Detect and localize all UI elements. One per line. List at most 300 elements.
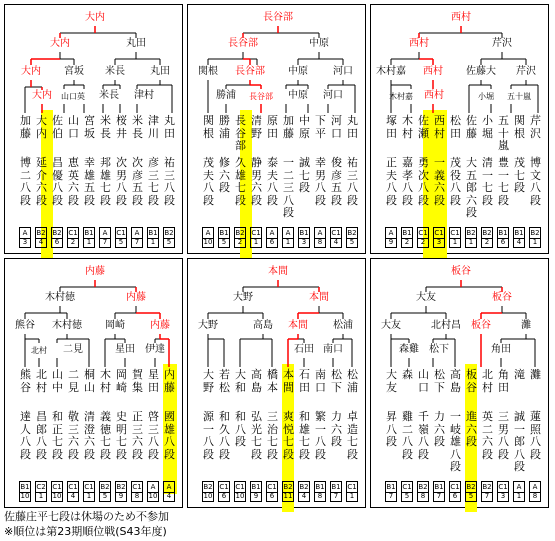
rank-cell: 2 (67, 237, 79, 248)
bracket-panel-p3 (370, 4, 549, 254)
player-column (148, 369, 159, 461)
player-given-rank: 蓮 照 八 段 (530, 410, 541, 461)
player-column (219, 369, 230, 461)
player-column (84, 115, 95, 207)
player-name: 大 友 (386, 368, 397, 394)
player-given-rank: 和 久 八 段 (219, 410, 230, 461)
class-cell: A (266, 227, 278, 239)
rank-cell: 6 (266, 237, 278, 248)
rank-cell: 1 (83, 237, 95, 248)
bracket-label: 中原 (288, 66, 308, 77)
class-cell: A (314, 227, 326, 239)
class-cell: C1 (434, 229, 444, 237)
bracket-label: 河口 (323, 90, 343, 101)
rank-cell: 5 (99, 491, 111, 502)
rank-cell: 10 (52, 492, 62, 500)
rank-cell: 2 (401, 237, 413, 248)
player-given-rank: 義 徳 七 段 (100, 410, 111, 461)
player-name: 米 長 (132, 114, 143, 140)
player-name: 下 平 (315, 114, 326, 140)
rank-cell: 10 (203, 238, 213, 246)
rank-cell: 5 (163, 237, 175, 248)
class-cell: A (385, 227, 397, 239)
player-name: 高 島 (251, 368, 262, 394)
bracket-panel-p1 (4, 4, 183, 254)
rank-cell: 10 (148, 492, 158, 500)
player-column (434, 369, 445, 449)
class-cell: C1 (267, 483, 277, 491)
player-given-rank: 力 六 段 (331, 410, 342, 448)
bracket-label: 長谷部 (249, 92, 273, 101)
class-cell: B2 (482, 229, 492, 237)
player-column (148, 115, 159, 207)
player-column (482, 115, 493, 207)
rank-cell: 1 (282, 237, 294, 248)
rank-cell: 10 (203, 492, 213, 500)
player-column (68, 115, 79, 207)
rank-cell: 8 (314, 237, 326, 248)
rank-cell: 5 (465, 491, 477, 502)
player-name: 高 島 (450, 368, 461, 394)
player-name: 佐 瀬 (418, 114, 429, 140)
rank-cell: 2 (481, 237, 493, 248)
class-cell: B1 (331, 483, 341, 491)
player-name: 桐 山 (84, 368, 95, 394)
bracket-label: 勝浦 (216, 90, 236, 101)
player-name: 山 口 (418, 368, 429, 394)
player-name: 滝 (514, 368, 525, 381)
class-cell: C1 (84, 483, 94, 491)
player-column (52, 115, 63, 207)
rank-cell: 1 (346, 491, 358, 502)
player-column (514, 115, 525, 195)
class-cell: C1 (347, 483, 357, 491)
player-name: 松 下 (331, 368, 342, 394)
bracket-label: 丸田 (126, 38, 146, 49)
class-cell: C2 (36, 483, 46, 491)
player-column (235, 369, 246, 449)
bracket-label: 米長 (99, 90, 119, 101)
rank-cell: 4 (163, 491, 175, 502)
rank-cell: 10 (20, 492, 30, 500)
class-cell: C1 (450, 229, 460, 237)
rank-cell: 4 (35, 237, 47, 248)
bracket-label: 津村 (134, 90, 154, 101)
class-cell: B2 (235, 229, 245, 237)
player-given-rank: 祐 三 八 段 (164, 156, 175, 207)
class-cell: C1 (116, 229, 126, 237)
player-column (164, 115, 175, 207)
player-column (315, 369, 326, 461)
player-name: 米 長 (100, 114, 111, 140)
player-given-rank: 豊 一 七 段 (498, 156, 509, 207)
player-given-rank: 延 介 六 段 (36, 156, 47, 207)
bracket-label: 大野 (198, 320, 218, 331)
bracket-label: 熊谷 (15, 320, 35, 331)
bracket-label: 長谷部 (263, 12, 293, 23)
player-given-rank: 千 嶺 八 段 (418, 410, 429, 461)
player-given-rank: 誠 七 段 (299, 156, 310, 194)
bracket-label: 小堀 (478, 92, 494, 101)
player-column (434, 115, 445, 207)
bracket-label: 長谷部 (235, 66, 265, 77)
bracket-label: 木村嘉 (389, 92, 413, 101)
bracket-label: 二見 (63, 344, 83, 355)
player-name: 加 藤 (283, 114, 294, 140)
bracket-label: 丸田 (150, 66, 170, 77)
class-cell: C1 (132, 483, 142, 491)
player-name: 木 村 (100, 368, 111, 394)
rank-cell: 9 (115, 491, 127, 502)
player-name: 丸 田 (164, 114, 175, 140)
player-column (514, 369, 525, 474)
bracket-label: 本間 (309, 292, 329, 303)
player-name: 山 口 (68, 114, 79, 140)
player-name: 木 村 (402, 114, 413, 140)
player-given-rank: 恵 英 六 段 (68, 156, 79, 207)
player-column (299, 369, 310, 461)
player-column (36, 369, 47, 461)
player-name: 勝 浦 (219, 114, 230, 140)
player-name: 関 根 (514, 114, 525, 140)
bracket-label: 西村 (451, 12, 471, 23)
player-column (347, 115, 358, 207)
rank-cell: 7 (481, 491, 493, 502)
player-given-rank: 雞 二 八 段 (402, 410, 413, 461)
player-column (347, 369, 358, 461)
player-column (251, 369, 262, 461)
player-given-rank: 進 六 段 (466, 410, 477, 448)
rank-cell: 1 (513, 491, 525, 502)
player-column (36, 115, 47, 207)
rank-cell: 7 (385, 491, 397, 502)
class-cell: A (19, 227, 31, 239)
player-name: 佐 伯 (52, 114, 63, 140)
class-cell: B1 (299, 229, 309, 237)
player-name: 加 藤 (20, 114, 31, 140)
rank-cell: 5 (218, 237, 230, 248)
bracket-label: 西村 (424, 90, 444, 101)
class-cell: B1 (315, 483, 325, 491)
player-given-rank: 國 雄 八 段 (164, 410, 175, 461)
bracket-label: 伊達 (145, 344, 165, 355)
class-cell: B1 (251, 483, 261, 491)
player-column (530, 369, 541, 461)
player-given-rank: 博 文 八 段 (530, 156, 541, 207)
player-given-rank: 和 正 七 段 (52, 410, 63, 461)
rank-cell: 8 (131, 491, 143, 502)
player-column (52, 369, 63, 461)
player-given-rank: 三 男 八 段 (498, 410, 509, 461)
class-cell: C1 (251, 229, 261, 237)
rank-cell: 8 (417, 491, 429, 502)
player-given-rank: 大 五 郎 六 段 (466, 156, 477, 219)
bracket-label: 内藤 (126, 292, 146, 303)
rank-cell: 9 (385, 237, 397, 248)
player-column (116, 369, 127, 461)
player-given-rank: 三 治 七 段 (267, 410, 278, 461)
player-given-rank: 力 六 段 (434, 410, 445, 448)
class-cell: B1 (434, 483, 444, 491)
class-cell: B1 (386, 483, 396, 491)
player-given-rank: 和 八 段 (235, 410, 246, 448)
bracket-label: 米長 (105, 66, 125, 77)
class-cell: B1 (402, 229, 412, 237)
player-given-rank: 茂 七 段 (514, 156, 525, 194)
rank-cell: 2 (417, 237, 429, 248)
class-cell: B2 (36, 229, 46, 237)
class-cell: B2 (347, 229, 357, 237)
player-given-rank: 泰 夫 八 段 (267, 156, 278, 207)
class-cell: C1 (235, 483, 245, 491)
bracket-label: 中原 (309, 38, 329, 49)
bracket-label: 長谷部 (228, 38, 258, 49)
bracket-label: 五十嵐 (507, 92, 531, 101)
class-cell: B2 (116, 483, 126, 491)
class-cell: B1 (84, 229, 94, 237)
player-column (466, 369, 477, 449)
player-given-rank: 昌 郎 八 段 (36, 410, 47, 461)
player-given-rank: 嘉 孝 八 段 (402, 156, 413, 207)
class-cell: A (99, 227, 111, 239)
player-name: 本 間 (283, 368, 294, 394)
class-cell: B2 (466, 229, 476, 237)
player-name: 大 野 (203, 368, 214, 394)
bracket-label: 松浦 (333, 320, 353, 331)
player-column (267, 115, 278, 207)
player-name: 橋 本 (267, 368, 278, 394)
player-column (482, 369, 493, 461)
player-name: 清 野 (251, 114, 262, 140)
bracket-label: 高島 (253, 320, 273, 331)
bracket-label: 板谷 (471, 320, 491, 331)
class-cell: B2 (466, 483, 476, 491)
player-given-rank: 幸 男 八 段 (315, 156, 326, 207)
class-cell: C1 (219, 483, 229, 491)
class-cell: A (202, 227, 214, 239)
player-column (331, 115, 342, 207)
bracket-label: 大友 (416, 292, 436, 303)
rank-cell: 6 (449, 491, 461, 502)
player-column (68, 369, 79, 461)
bracket-label: 南口 (323, 344, 343, 355)
player-name: 内 藤 (164, 368, 175, 394)
bracket-label: 木村徳 (45, 292, 75, 303)
player-name: 南 口 (315, 368, 326, 394)
player-given-rank: 敬 三 六 段 (68, 410, 79, 461)
player-given-rank: 清 一 七 段 (482, 156, 493, 207)
bracket-label: 灘 (521, 320, 531, 331)
bracket-label: 木村徳 (52, 320, 82, 331)
rank-cell: 11 (283, 492, 293, 500)
rank-cell: 4 (513, 237, 525, 248)
player-name: 北 村 (482, 368, 493, 394)
player-given-rank: 清 澄 六 段 (84, 410, 95, 461)
class-cell: B2 (100, 483, 110, 491)
rank-cell: 7 (330, 491, 342, 502)
player-name: 北 村 (36, 368, 47, 394)
player-column (315, 115, 326, 207)
rank-cell: 6 (266, 491, 278, 502)
class-cell: B1 (20, 483, 30, 491)
player-column (386, 115, 397, 207)
rank-cell: 5 (401, 491, 413, 502)
player-name: 賀 集 (132, 368, 143, 394)
player-column (132, 115, 143, 207)
class-cell: B2 (482, 483, 492, 491)
player-given-rank: 一 岐 雄 八 段 (450, 410, 461, 473)
bracket-label: 中原 (288, 90, 308, 101)
class-cell: C1 (498, 483, 508, 491)
bracket-panel-p5 (187, 258, 366, 508)
player-name: 若 松 (219, 368, 230, 394)
class-cell: A (131, 227, 143, 239)
bracket-label: 西村 (423, 66, 443, 77)
player-given-rank: 次 彦 五 段 (132, 156, 143, 207)
player-given-rank: 修 六 段 (219, 156, 230, 194)
player-column (299, 115, 310, 195)
class-cell: C1 (331, 229, 341, 237)
player-name: 五 十 嵐 (498, 114, 509, 152)
player-given-rank: 一 二 三 八 段 (283, 156, 294, 219)
class-cell: B1 (148, 229, 158, 237)
rank-cell: 1 (250, 237, 262, 248)
player-name: 灘 (530, 368, 541, 381)
player-name: 岡 崎 (116, 368, 127, 394)
class-cell: C1 (418, 229, 428, 237)
bracket-label: 松下 (429, 344, 449, 355)
player-name: 熊 谷 (20, 368, 31, 394)
class-cell: A (282, 227, 294, 239)
rank-cell: 4 (67, 491, 79, 502)
class-cell: B2 (203, 483, 213, 491)
player-column (466, 115, 477, 220)
player-name: 松 下 (434, 368, 445, 394)
player-given-rank: 卓 造 七 段 (347, 410, 358, 461)
class-cell: C1 (68, 483, 78, 491)
bracket-label: 岡崎 (105, 320, 125, 331)
footer-rank-note: ※順位は第23期順位戦(S43年度) (4, 525, 167, 538)
bracket-label: 大内 (32, 90, 52, 101)
player-given-rank: 一 義 六 段 (434, 156, 445, 207)
rank-cell: 4 (330, 237, 342, 248)
player-column (386, 369, 397, 449)
rank-cell: 1 (465, 237, 477, 248)
class-cell: B1 (498, 229, 508, 237)
bracket-label: 石田 (294, 344, 314, 355)
player-given-rank: 俊 彦 五 段 (331, 156, 342, 207)
rank-cell: 3 (19, 237, 31, 248)
player-name: 塚 田 (386, 114, 397, 140)
player-name: 松 浦 (347, 368, 358, 394)
bracket-label: 大友 (381, 320, 401, 331)
player-given-rank: 彦 三 七 段 (148, 156, 159, 207)
rank-cell: 6 (218, 491, 230, 502)
rank-cell: 10 (235, 492, 245, 500)
class-cell: C1 (52, 483, 62, 491)
player-given-rank: 勇 次 八 段 (418, 156, 429, 207)
player-name: 板 谷 (466, 368, 477, 394)
rank-cell: 8 (314, 491, 326, 502)
player-name: 中 原 (299, 114, 310, 140)
bracket-label: 芹沢 (516, 66, 536, 77)
bracket-panel-p6 (370, 258, 549, 508)
bracket-label: 大内 (50, 38, 70, 49)
player-column (203, 369, 214, 461)
bracket-label: 北村 (31, 346, 47, 355)
player-name: 西 村 (434, 114, 445, 140)
player-column (283, 369, 294, 461)
rank-cell: 2 (234, 237, 246, 248)
player-name: 大 内 (36, 114, 47, 140)
bracket-label: 宮坂 (64, 66, 84, 77)
player-given-rank: 博 二 八 段 (20, 156, 31, 207)
player-name: 原 田 (267, 114, 278, 140)
player-name: 芹 沢 (530, 114, 541, 140)
bracket-label: 板谷 (492, 292, 512, 303)
bracket-label: 木村嘉 (376, 66, 406, 77)
player-given-rank: 英 二 六 段 (482, 410, 493, 461)
class-cell: A (513, 481, 525, 493)
player-given-rank: 繁 一 八 段 (315, 410, 326, 461)
player-given-rank: 次 男 八 段 (116, 156, 127, 207)
player-name: 佐 藤 (466, 114, 477, 140)
rank-cell: 3 (497, 491, 509, 502)
rank-cell: 7 (99, 237, 111, 248)
player-column (331, 369, 342, 449)
player-given-rank: 昇 八 段 (386, 410, 397, 448)
rank-cell: 1 (529, 237, 541, 248)
player-name: 長 谷 部 (235, 114, 246, 152)
player-name: 角 田 (498, 368, 509, 394)
player-name: 河 口 (331, 114, 342, 140)
player-name: 桜 井 (116, 114, 127, 140)
rank-cell: 1 (35, 491, 47, 502)
player-column (283, 115, 294, 220)
player-column (402, 369, 413, 461)
player-name: 小 堀 (482, 114, 493, 140)
player-given-rank: 弘 光 七 段 (251, 410, 262, 461)
player-column (267, 369, 278, 461)
bracket-label: 河口 (333, 66, 353, 77)
player-name: 二 見 (68, 368, 79, 394)
bracket-panel-p2 (187, 4, 366, 254)
player-given-rank: 静 男 六 段 (251, 156, 262, 207)
player-given-rank: 爽 悦 七 段 (283, 410, 294, 461)
rank-cell: 6 (51, 237, 63, 248)
class-cell: A (529, 481, 541, 493)
player-name: 松 田 (450, 114, 461, 140)
player-given-rank: 源 一 八 段 (203, 410, 214, 461)
rank-cell: 8 (529, 491, 541, 502)
player-column (20, 369, 31, 461)
rank-cell: 6 (497, 237, 509, 248)
rank-cell: 1 (147, 237, 159, 248)
player-given-rank: 邦 雄 七 段 (100, 156, 111, 207)
class-cell: C1 (402, 483, 412, 491)
footer-note: 佐藤庄平七段は休場のため不参加 (4, 510, 169, 523)
player-name: 関 根 (203, 114, 214, 140)
player-name: 津 川 (148, 114, 159, 140)
bracket-label: 関根 (198, 66, 218, 77)
player-given-rank: 正 夫 八 段 (386, 156, 397, 207)
player-given-rank: 史 明 七 段 (116, 410, 127, 461)
player-column (100, 115, 111, 207)
player-column (450, 115, 461, 207)
player-column (498, 369, 509, 461)
player-column (132, 369, 143, 461)
player-column (164, 369, 175, 461)
